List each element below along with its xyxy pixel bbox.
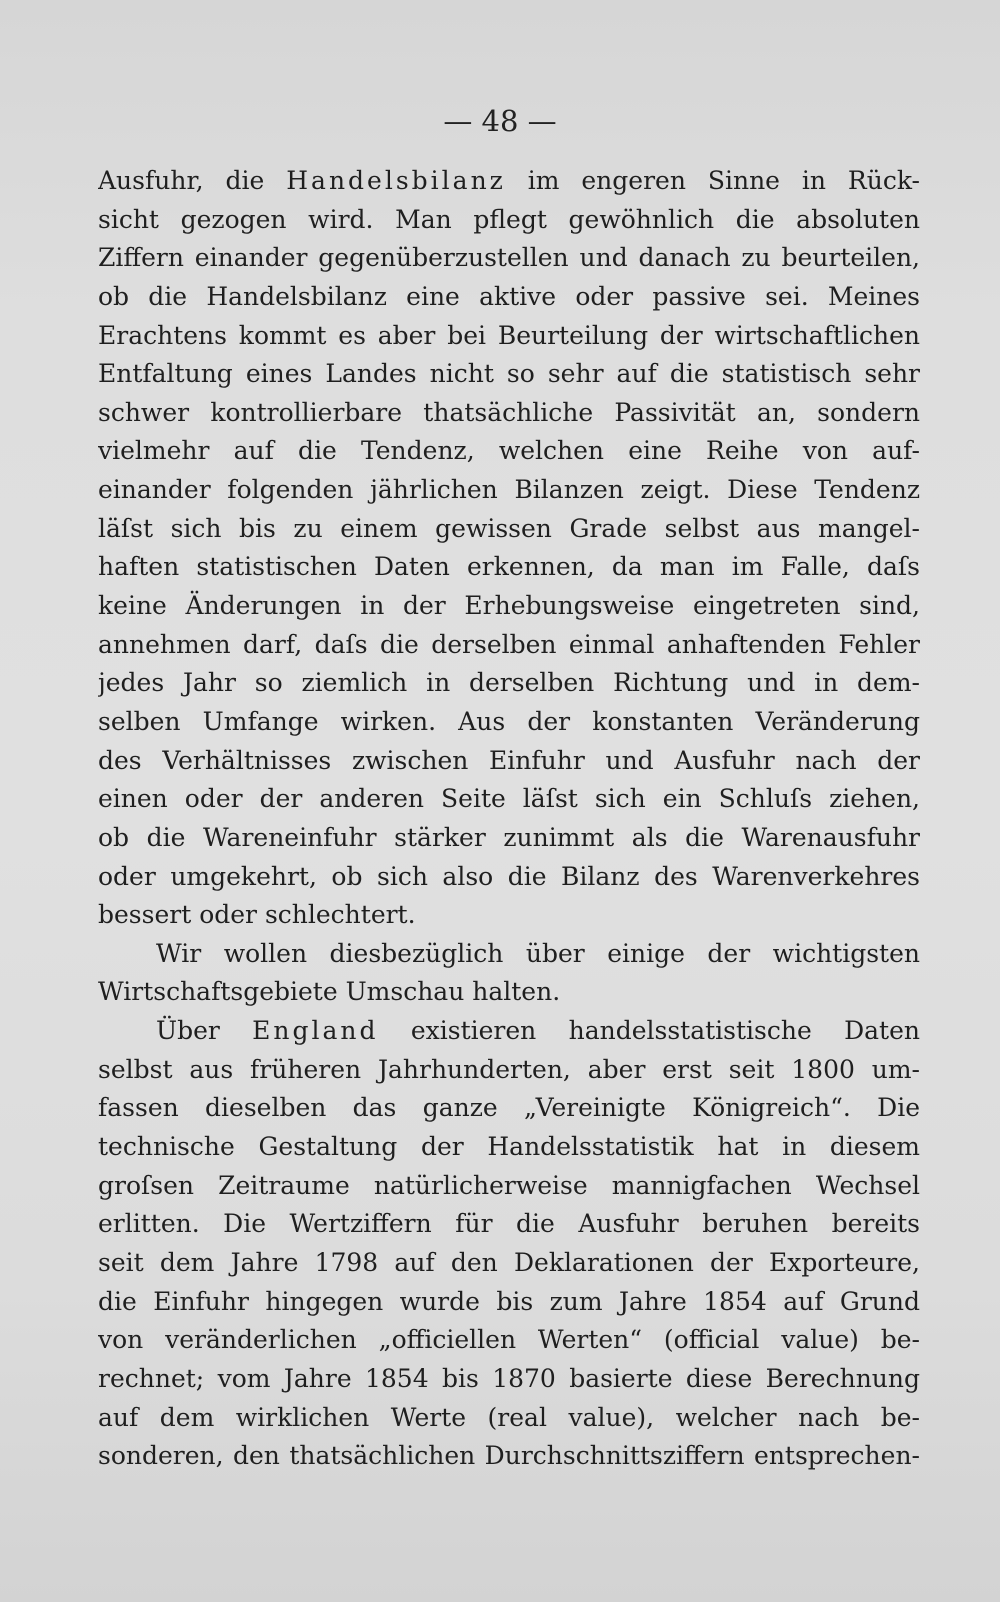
line-text: rechnet; vom Jahre 1854 bis 1870 basierte diese Berechnung [98, 1363, 920, 1393]
text-line [98, 1437, 920, 1476]
line-text: des Verhältnisses zwischen Einfuhr und Ausfuhr nach der [98, 745, 920, 775]
line-text: einander folgenden jährlichen Bilanzen zeigt. Diese Tendenz [98, 475, 920, 505]
line-text: selben Umfange wirken. Aus der konstanten Veränderung [98, 706, 920, 736]
text-line [98, 471, 920, 510]
text-line [98, 394, 920, 433]
text-line [98, 239, 920, 278]
line-text: bessert oder schlechtert. [98, 900, 416, 930]
text-line [98, 1167, 920, 1206]
line-text: Ziffern einander gegenüberzustellen und danach zu beurteilen, [98, 243, 920, 273]
line-text: vielmehr auf die Tendenz, welchen eine Reihe von auf- [98, 436, 920, 466]
line-text: läſst sich bis zu einem gewissen Grade selbst aus mangel- [98, 513, 920, 543]
line-text: technische Gestaltung der Handelsstatistik hat in diesem [98, 1132, 920, 1162]
text-line [98, 1205, 920, 1244]
text-line [98, 1244, 920, 1283]
line-text: existieren handelsstatistische Daten [378, 1016, 920, 1046]
text-line [98, 935, 920, 974]
line-text: seit dem Jahre 1798 auf den Deklarationen der Exporteure, [98, 1247, 920, 1277]
line-text: ob die Handelsbilanz eine aktive oder passive sei. Meines [98, 281, 920, 311]
text-line [98, 896, 920, 935]
text-line [98, 1051, 920, 1090]
text-line [98, 780, 920, 819]
emphasized-term: England [252, 1016, 379, 1046]
emphasized-term: Handelsbilanz [286, 166, 506, 195]
text-line [98, 201, 920, 240]
text-line [98, 162, 920, 201]
text-line [98, 1089, 920, 1128]
line-text: von veränderlichen „officiellen Werten“ (official value) be- [98, 1325, 920, 1355]
text-line [98, 742, 920, 781]
line-text: annehmen darf, daſs die derselben einmal anhaftenden Fehler [98, 629, 920, 659]
line-text: keine Änderungen in der Erhebungsweise eingetreten sind, [98, 591, 920, 621]
line-text: sicht gezogen wird. Man pflegt gewöhnlich die absoluten [98, 204, 920, 234]
text-line [98, 587, 920, 626]
text-line [98, 1399, 920, 1438]
line-text: selbst aus früheren Jahrhunderten, aber erst seit 1800 um- [98, 1054, 920, 1084]
line-text: haften statistischen Daten erkennen, da man im Falle, daſs [98, 552, 920, 582]
line-text: auf dem wirklichen Werte (real value), welcher nach be- [98, 1402, 920, 1432]
line-text: Entfaltung eines Landes nicht so sehr auf die statistisch sehr [98, 359, 920, 389]
text-line [98, 1012, 920, 1051]
line-text: jedes Jahr so ziemlich in derselben Richtung und in dem- [98, 668, 920, 698]
text-line [98, 355, 920, 394]
line-text: oder umgekehrt, ob sich also die Bilanz des Warenverkehres [98, 861, 920, 891]
text-line [98, 432, 920, 471]
line-text: sonderen, den thatsächlichen Durchschnittsziffern entsprechen- [98, 1441, 920, 1471]
text-line [98, 1283, 920, 1322]
text-line [98, 1321, 920, 1360]
line-text: die Einfuhr hingegen wurde bis zum Jahre 1854 auf Grund [98, 1286, 920, 1316]
text-line [98, 664, 920, 703]
text-line [98, 1360, 920, 1399]
text-line [98, 819, 920, 858]
text-line [98, 1128, 920, 1167]
line-text: Ausfuhr, die [98, 166, 287, 195]
line-text: groſsen Zeitraume natürlicherweise mannigfachen Wechsel [98, 1170, 920, 1200]
line-text: fassen dieselben das ganze „Vereinigte Königreich“. Die [98, 1093, 920, 1123]
text-line [98, 510, 920, 549]
text-line [98, 626, 920, 665]
line-text: einen oder der anderen Seite läſst sich ein Schluſs ziehen, [98, 784, 920, 814]
line-text: im engeren Sinne in Rück- [505, 166, 920, 195]
line-text: schwer kontrollierbare thatsächliche Passivität an, sondern [98, 397, 920, 427]
line-text: ob die Wareneinfuhr stärker zunimmt als die Warenausfuhr [98, 822, 920, 852]
line-text: Wir wollen diesbezüglich über einige der wichtigsten [156, 938, 920, 968]
text-line [98, 317, 920, 356]
line-text: erlitten. Die Wertziffern für die Ausfuhr beruhen bereits [98, 1209, 920, 1239]
body-text [98, 162, 920, 1476]
line-text: Wirtschaftsgebiete Umschau halten. [98, 977, 561, 1007]
text-line [98, 858, 920, 897]
line-text: Über [156, 1016, 253, 1046]
line-text: Erachtens kommt es aber bei Beurteilung der wirtschaftlichen [98, 320, 920, 350]
text-line [98, 278, 920, 317]
text-line [98, 973, 920, 1012]
text-line [98, 548, 920, 587]
page-number: — 48 — [443, 104, 557, 138]
text-line [98, 703, 920, 742]
